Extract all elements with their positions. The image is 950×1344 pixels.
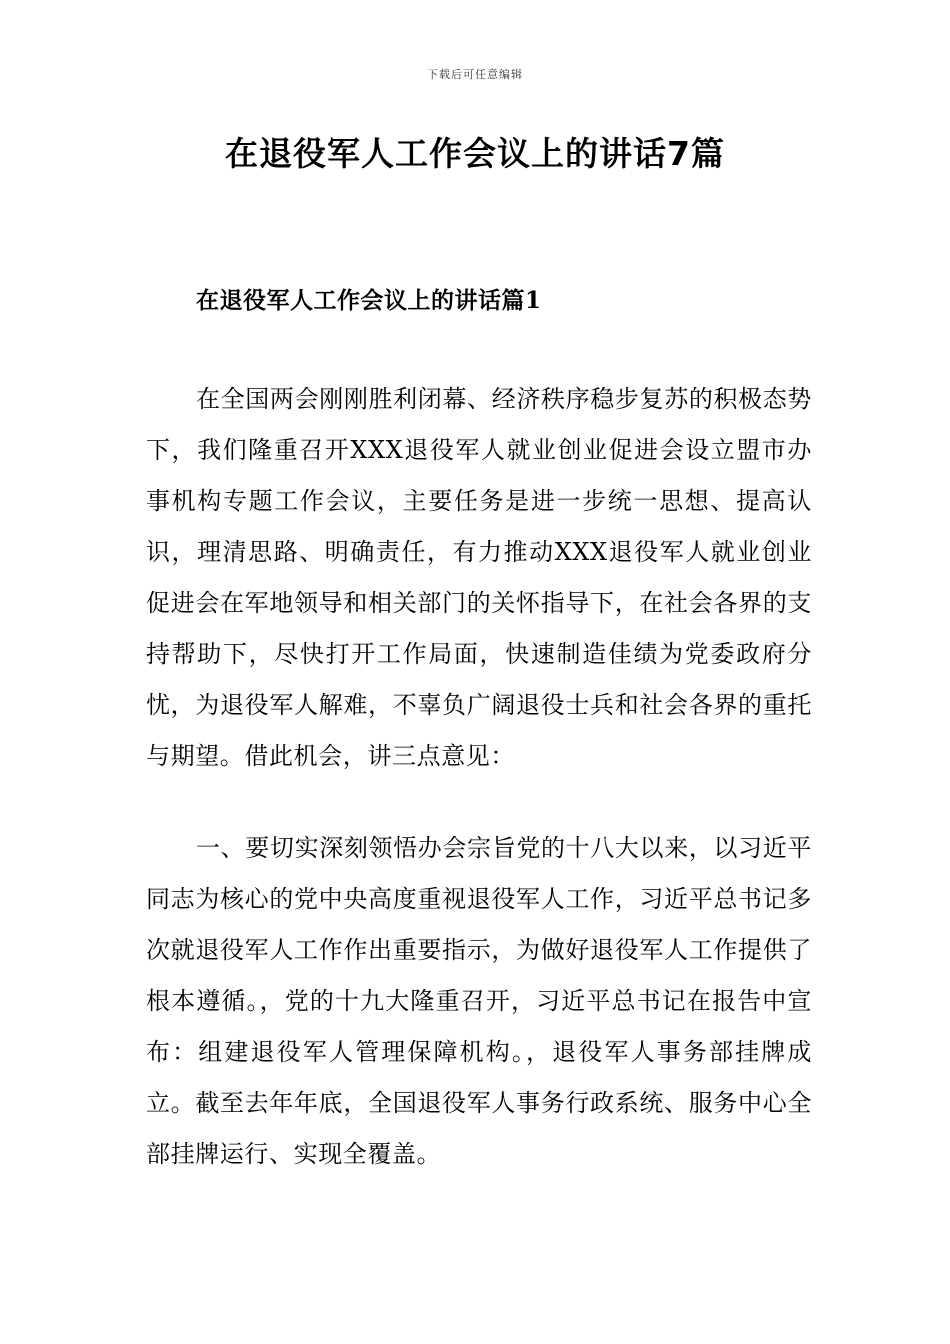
document-title: 在退役军人工作会议上的讲话7篇	[225, 134, 725, 173]
section-title: 在退役军人工作会议上的讲话篇1	[196, 287, 542, 314]
header-note: 下载后可任意编辑	[427, 68, 523, 81]
paragraph-point-one: 一、要切实深刻领悟办会宗旨党的十八大以来，以习近平同志为核心的党中央高度重视退役军人工作，习近平总书记多次就退役军人工作作出重要指示，为做好退役军人工作提供了根本遵循。，党的十九大隆重召开，习近平总书记在报告中宣布：组建退役军人管理保障机构。，退役军人事务部挂牌成立。截至去年年底，全国退役军人事务行政系统、服务中心全部挂牌运行、实现全覆盖。	[146, 834, 812, 1168]
paragraph-intro: 在全国两会刚刚胜利闭幕、经济秩序稳步复苏的积极态势下，我们隆重召开XXX退役军人就业创业促进会设立盟市办事机构专题工作会议，主要任务是进一步统一思想、提高认识，理清思路、明确责任，有力推动XXX退役军人就业创业促进会在军地领导和相关部门的关怀指导下，在社会各界的支持帮助下，尽快打开工作局面，快速制造佳绩为党委政府分忧，为退役军人解难，不辜负广阔退役士兵和社会各界的重托与期望。借此机会，讲三点意见：	[146, 385, 812, 770]
